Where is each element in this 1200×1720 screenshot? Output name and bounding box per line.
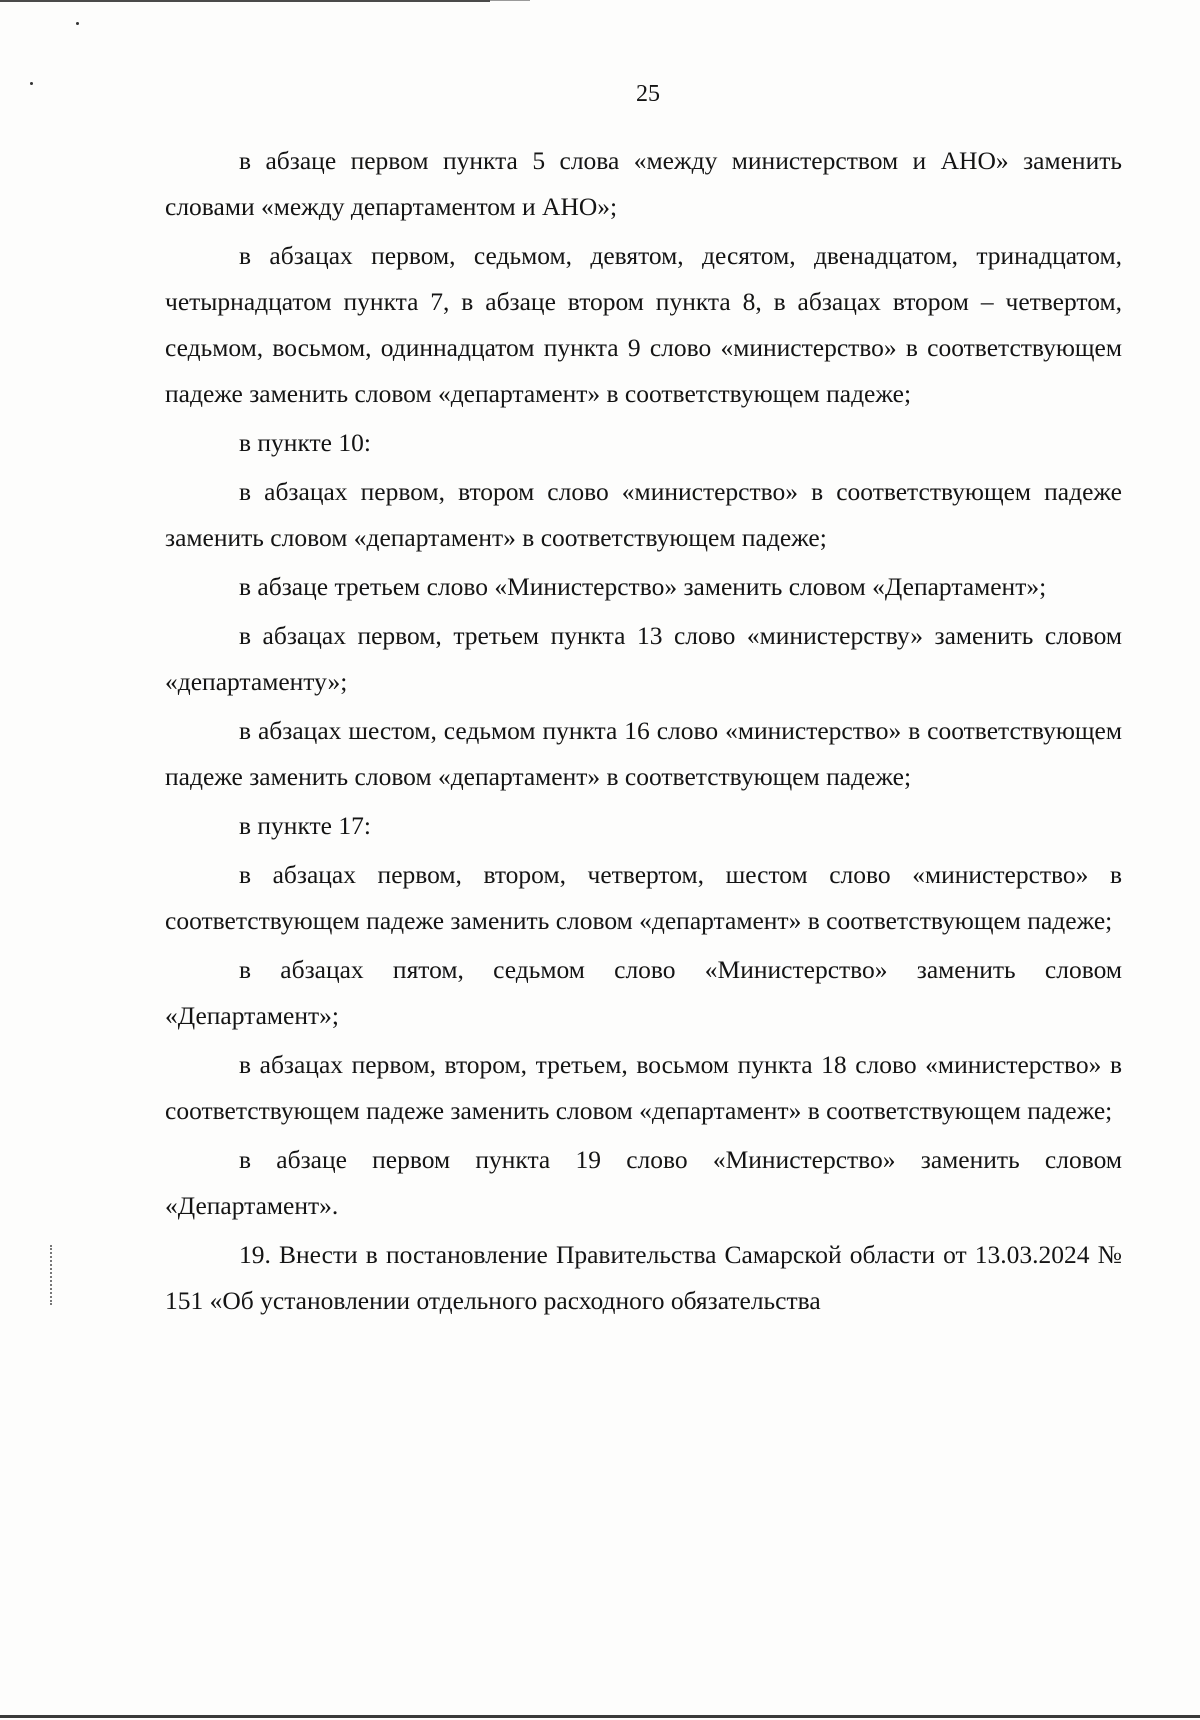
- page-number: 25: [636, 81, 660, 107]
- paragraph: в абзаце третьем слово «Министерство» заменить словом «Департамент»;: [239, 572, 1047, 601]
- paragraph: в абзацах первом, третьем пункта 13 слово «министерству» заменить словом «департаменту»;: [165, 621, 1122, 696]
- paragraph: в абзацах первом, втором, третьем, восьмом пункта 18 слово «министерство» в соответствующем падеже заменить словом «департамент» в соответствующем падеже;: [165, 1050, 1122, 1125]
- paragraph: в абзаце первом пункта 19 слово «Министерство» заменить словом «Департамент».: [165, 1145, 1122, 1220]
- paragraph: в пункте 17:: [239, 811, 371, 840]
- paragraph: в пункте 10:: [239, 428, 371, 457]
- paragraph: в абзацах шестом, седьмом пункта 16 слово «министерство» в соответствующем падеже заменить словом «департамент» в соответствующем падеже;: [165, 716, 1122, 791]
- paragraph: в абзаце первом пункта 5 слова «между министерством и АНО» заменить словами «между департаментом и АНО»;: [165, 146, 1122, 221]
- paragraph: в абзацах пятом, седьмом слово «Министерство» заменить словом «Департамент»;: [165, 955, 1122, 1030]
- scan-speck-column: [50, 1245, 54, 1305]
- paragraph: в абзацах первом, втором, четвертом, шестом слово «министерство» в соответствующем падеже заменить словом «департамент» в соответствующем падеже;: [165, 860, 1122, 935]
- paragraph: в абзацах первом, втором слово «министерство» в соответствующем падеже заменить словом «департамент» в соответствующем падеже;: [165, 477, 1122, 552]
- paragraph: 19. Внести в постановление Правительства Самарской области от 13.03.2024 № 151 «Об установлении отдельного расходного обязательства: [165, 1240, 1122, 1315]
- scan-edge-bottom: [0, 1715, 1200, 1718]
- document-text: [165, 138, 1122, 1327]
- scan-edge-top-faint: [490, 0, 530, 1]
- scan-speck: [76, 22, 79, 25]
- paragraph: в абзацах первом, седьмом, девятом, десятом, двенадцатом, тринадцатом, четырнадцатом пункта 7, в абзаце втором пункта 8, в абзацах втором – четвертом, седьмом, восьмом, одиннадцатом пункта 9 слово «министерство» в соответствующем падеже заменить словом «департамент» в соответствующем падеже;: [165, 241, 1122, 408]
- scan-edge-top: [0, 0, 490, 2]
